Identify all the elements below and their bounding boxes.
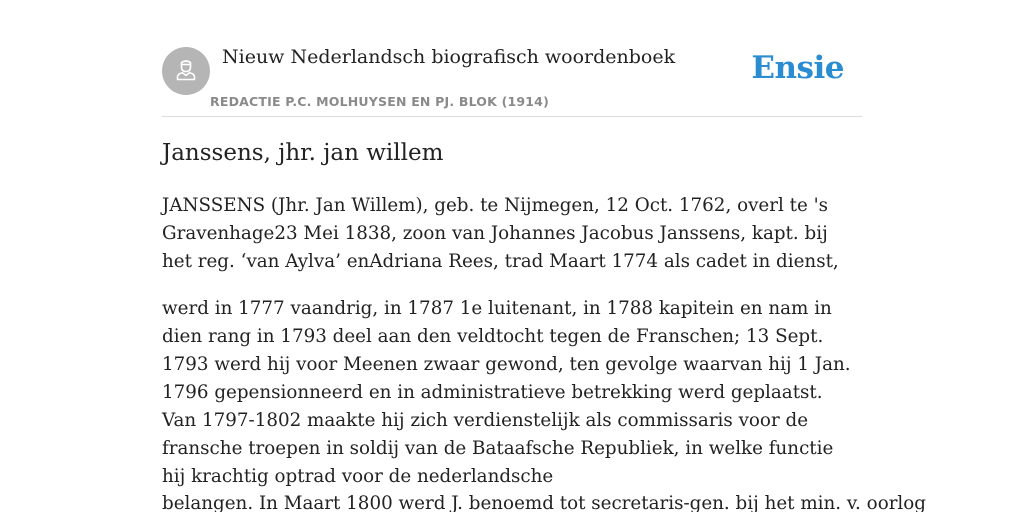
book-title[interactable]: Nieuw Nederlandsch biografisch woordenboek [222, 46, 676, 68]
user-avatar-icon [171, 54, 201, 88]
article-paragraph: belangen. In Maart 1800 werd J. benoemd tot secretaris-gen. bij het min. v. oorlog [162, 493, 926, 512]
byline: REDACTIE P.C. MOLHUYSEN EN PJ. BLOK (1914) [210, 94, 549, 109]
article-paragraph: JANSSENS (Jhr. Jan Willem), geb. te Nijmegen, 12 Oct. 1762, overl te 's Gravenhage23 Mei 1838, zoon van Johannes Jacobus Janssens, kapt. bij het reg. ‘van Aylva’ enAdriana Rees, trad Maart 1774 als cadet in dienst, [162, 195, 839, 272]
article-title: Janssens, jhr. jan willem [162, 140, 444, 166]
avatar[interactable] [162, 47, 210, 95]
page-container [162, 0, 926, 512]
article-paragraph: werd in 1777 vaandrig, in 1787 1e luitenant, in 1788 kapitein en nam in dien rang in 1793 deel aan den veldtocht tegen de Franschen; 13 Sept. 1793 werd hij voor Meenen zwaar gewond, ten gevolge waarvan hij 1 Jan. 1796 gepensionneerd en in administratieve betrekking werd geplaatst. Van 1797-1802 maakte hij zich verdienstelijk als commissaris voor de fransche troepen in soldij van de Bataafsche Republiek, in welke functie hij krachtig optrad voor de nederlandsche [162, 298, 851, 487]
brand-logo[interactable]: Ensie [751, 50, 844, 86]
header [162, 0, 862, 117]
